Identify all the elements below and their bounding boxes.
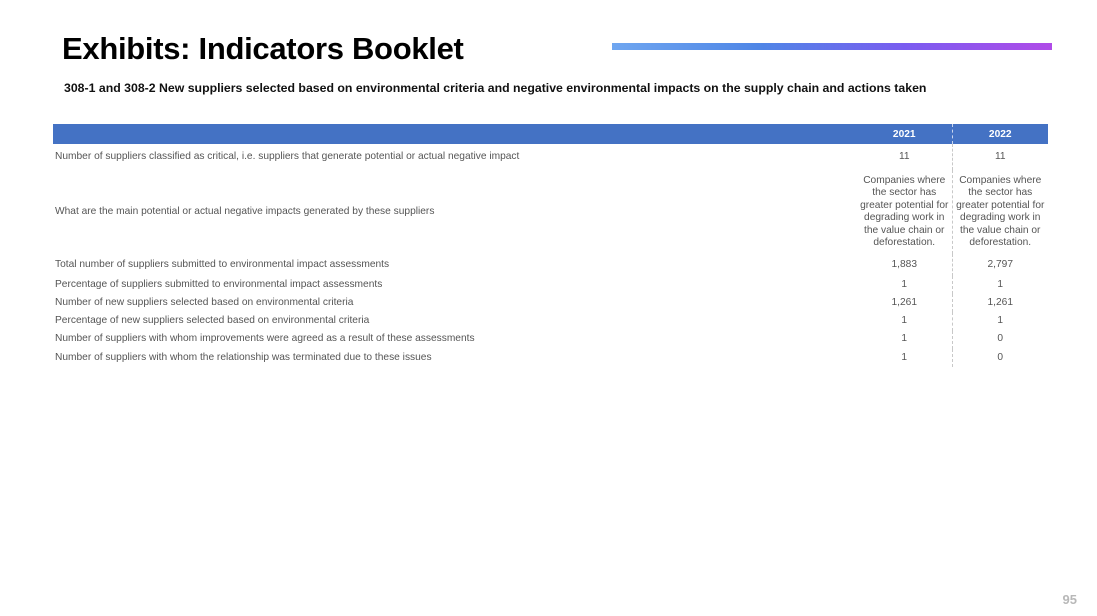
value-2022: 1 bbox=[997, 278, 1004, 290]
row-label: Percentage of new suppliers selected based on environmental criteria bbox=[55, 315, 370, 327]
value-2022: 0 bbox=[997, 333, 1004, 345]
value-2021: 1 bbox=[857, 349, 952, 367]
value-2021: 1,261 bbox=[857, 294, 952, 312]
row-label: Number of suppliers with whom the relationship was terminated due to these issues bbox=[55, 351, 432, 363]
value-2021: 1 bbox=[857, 331, 952, 349]
table-row bbox=[53, 312, 1048, 330]
page-number: 95 bbox=[1062, 592, 1077, 607]
row-label: Number of new suppliers selected based on environmental criteria bbox=[55, 297, 354, 309]
value-2022: 1,261 bbox=[987, 297, 1013, 309]
table-row bbox=[53, 349, 1048, 367]
table-header-row bbox=[53, 124, 1048, 144]
row-label: Total number of suppliers submitted to environmental impact assessments bbox=[55, 258, 390, 270]
row-label: What are the main potential or actual negative impacts generated by these suppliers bbox=[55, 205, 435, 217]
header-year-2021: 2021 bbox=[857, 124, 952, 144]
value-2022: 11 bbox=[994, 150, 1006, 162]
value-2021: 1,883 bbox=[857, 254, 952, 276]
value-2022: 2,797 bbox=[987, 258, 1013, 270]
table-row bbox=[53, 276, 1048, 294]
value-2021: 1 bbox=[857, 276, 952, 294]
value-2022: 0 bbox=[997, 351, 1004, 363]
indicators-table bbox=[53, 124, 1048, 367]
value-2021: 1 bbox=[857, 312, 952, 330]
value-2021: Companies where the sector has greater potential for degrading work in the value chain or deforestation. bbox=[857, 170, 952, 254]
row-label: Number of suppliers with whom improvements were agreed as a result of these assessments bbox=[55, 333, 475, 345]
page-title: Exhibits: Indicators Booklet bbox=[62, 31, 464, 66]
table-row bbox=[53, 331, 1048, 349]
value-2021: 11 bbox=[857, 144, 952, 170]
row-label: Percentage of suppliers submitted to environmental impact assessments bbox=[55, 278, 383, 290]
value-2022: Companies where the sector has greater potential for degrading work in the value chain or deforestation. bbox=[956, 174, 1045, 248]
header-label-cell bbox=[53, 124, 857, 144]
table-row bbox=[53, 170, 1048, 254]
value-2022: 1 bbox=[997, 315, 1004, 327]
title-accent-bar bbox=[612, 43, 1052, 50]
section-subtitle: 308-1 and 308-2 New suppliers selected based on environmental criteria and negative environmental impacts on the supply chain and actions taken bbox=[64, 81, 927, 95]
table-row bbox=[53, 144, 1048, 170]
table-row bbox=[53, 254, 1048, 276]
row-label: Number of suppliers classified as critical, i.e. suppliers that generate potential or actual negative impact bbox=[55, 150, 520, 162]
header-year-2022: 2022 bbox=[952, 124, 1048, 144]
table-row bbox=[53, 294, 1048, 312]
